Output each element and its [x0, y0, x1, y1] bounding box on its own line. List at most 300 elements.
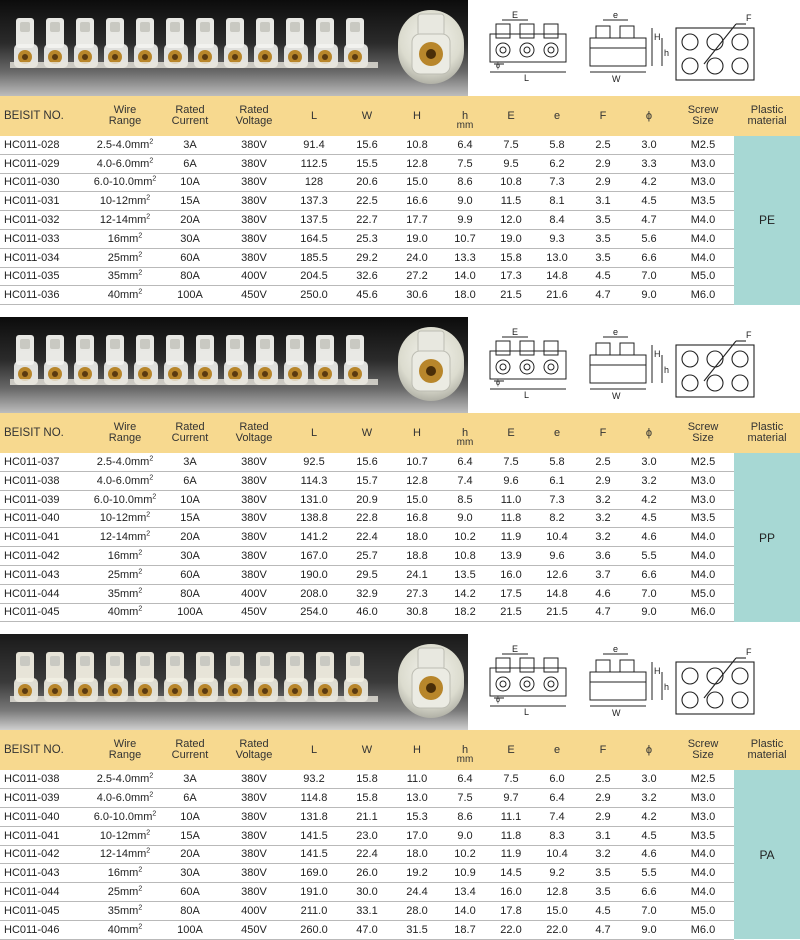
top-view-drawing	[676, 658, 754, 714]
screw-size: M4.0	[672, 211, 734, 230]
rated-current: 6A	[158, 154, 222, 173]
dim-E: 7.5	[488, 453, 534, 471]
dim-h: 8.5	[442, 490, 488, 509]
screw-size: M4.0	[672, 864, 734, 883]
screw-size: M3.0	[672, 173, 734, 192]
superscript: 2	[146, 847, 151, 855]
col-header-W: W	[342, 413, 392, 453]
rated-voltage: 380V	[222, 229, 286, 248]
dim-L: 169.0	[286, 864, 342, 883]
dim-L: 131.0	[286, 490, 342, 509]
svg-text:E: E	[512, 327, 519, 338]
col-header-h: h mm	[442, 96, 488, 136]
dim-W: 32.6	[342, 267, 392, 286]
table-row	[0, 173, 800, 192]
dim-W: 20.9	[342, 490, 392, 509]
superscript: 2	[138, 251, 143, 259]
dim-E: 11.5	[488, 192, 534, 211]
dim-e: 21.5	[534, 603, 580, 622]
spec-table	[0, 96, 800, 305]
table-row	[0, 509, 800, 528]
product-banner	[0, 0, 800, 96]
dim-h: 10.2	[442, 528, 488, 547]
screw-size: M4.0	[672, 547, 734, 566]
rated-current: 6A	[158, 471, 222, 490]
dim-W: 32.9	[342, 584, 392, 603]
table-row	[0, 547, 800, 566]
dim-F: 3.5	[580, 883, 626, 902]
dim-phi: 6.6	[626, 248, 672, 267]
dim-W: 22.8	[342, 509, 392, 528]
rated-current: 20A	[158, 211, 222, 230]
rated-voltage: 380V	[222, 453, 286, 471]
part-number: HC011-031	[0, 192, 92, 211]
table-row	[0, 920, 800, 939]
dim-e: 6.0	[534, 770, 580, 788]
screw-size: M4.0	[672, 248, 734, 267]
col-header-rated-current: Rated Current	[158, 730, 222, 770]
front-view-drawing	[590, 654, 662, 706]
dim-H: 30.6	[392, 286, 442, 305]
wire-range: $40mm^2$	[92, 286, 158, 305]
rated-voltage: 380V	[222, 864, 286, 883]
dim-phi: 3.3	[626, 154, 672, 173]
dim-E: 12.0	[488, 211, 534, 230]
part-number: HC011-033	[0, 229, 92, 248]
dim-F: 2.5	[580, 770, 626, 788]
rated-current: 80A	[158, 267, 222, 286]
dim-E: 11.0	[488, 490, 534, 509]
dim-W: 25.3	[342, 229, 392, 248]
dim-W: 30.0	[342, 883, 392, 902]
table-row	[0, 286, 800, 305]
dim-E: 16.0	[488, 883, 534, 902]
superscript: 2	[152, 493, 157, 500]
dim-phi: 9.0	[626, 603, 672, 622]
col-header-plastic-material: Plastic material	[734, 96, 800, 136]
technical-drawing	[478, 323, 800, 407]
dim-L: 141.5	[286, 845, 342, 864]
dim-L: 204.5	[286, 267, 342, 286]
dim-F: 3.5	[580, 229, 626, 248]
svg-text:E: E	[512, 10, 519, 20]
dim-L: 112.5	[286, 154, 342, 173]
rated-voltage: 380V	[222, 770, 286, 788]
svg-text:ϕ: ϕ	[496, 63, 500, 70]
dim-H: 17.0	[392, 826, 442, 845]
dim-L: 208.0	[286, 584, 342, 603]
terminal-closeup-image	[398, 644, 464, 718]
dim-W: 15.8	[342, 770, 392, 788]
rated-voltage: 450V	[222, 286, 286, 305]
screw-size: M3.0	[672, 471, 734, 490]
rated-voltage: 380V	[222, 807, 286, 826]
rated-voltage: 380V	[222, 826, 286, 845]
wire-range: $25mm^2$	[92, 883, 158, 902]
dim-H: 12.8	[392, 471, 442, 490]
terminal-strip-image	[10, 335, 378, 389]
superscript: 2	[146, 511, 151, 519]
col-header-phi: ϕ	[626, 96, 672, 136]
dim-phi: 5.6	[626, 229, 672, 248]
superscript: 2	[146, 194, 151, 202]
svg-text:h: h	[664, 48, 670, 58]
dim-e: 8.3	[534, 826, 580, 845]
dim-e: 22.0	[534, 920, 580, 939]
product-section-pa	[0, 634, 800, 939]
front-view-drawing	[590, 20, 662, 72]
dim-E: 15.8	[488, 248, 534, 267]
dim-phi: 3.0	[626, 136, 672, 154]
dim-phi: 7.0	[626, 901, 672, 920]
dim-F: 3.6	[580, 547, 626, 566]
svg-text:ϕ: ϕ	[496, 380, 500, 388]
table-row	[0, 453, 800, 471]
product-section-pe	[0, 0, 800, 305]
dim-W: 22.4	[342, 845, 392, 864]
dim-F: 2.9	[580, 173, 626, 192]
svg-text:H: H	[654, 32, 661, 42]
rated-voltage: 380V	[222, 845, 286, 864]
rated-voltage: 380V	[222, 490, 286, 509]
unit-label: mm	[456, 120, 474, 131]
superscript: 2	[146, 213, 151, 221]
rated-current: 20A	[158, 528, 222, 547]
rated-current: 6A	[158, 789, 222, 808]
table-row	[0, 565, 800, 584]
dim-e: 9.3	[534, 229, 580, 248]
superscript: 2	[138, 568, 143, 576]
dim-h: 14.2	[442, 584, 488, 603]
dim-W: 22.4	[342, 528, 392, 547]
dim-L: 138.8	[286, 509, 342, 528]
dim-W: 20.6	[342, 173, 392, 192]
part-number: HC011-032	[0, 211, 92, 230]
rated-current: 100A	[158, 603, 222, 622]
dim-phi: 4.6	[626, 528, 672, 547]
dim-h: 18.2	[442, 603, 488, 622]
table-row	[0, 807, 800, 826]
wire-range: $4.0-6.0mm^2$	[92, 154, 158, 173]
svg-text:F: F	[746, 13, 752, 23]
dim-e: 8.1	[534, 192, 580, 211]
dim-W: 15.5	[342, 154, 392, 173]
dim-E: 17.8	[488, 901, 534, 920]
rated-current: 10A	[158, 807, 222, 826]
dim-phi: 3.0	[626, 770, 672, 788]
dim-E: 11.8	[488, 509, 534, 528]
svg-text:L: L	[524, 390, 530, 401]
dim-H: 10.8	[392, 136, 442, 154]
table-row	[0, 603, 800, 622]
dim-F: 4.7	[580, 920, 626, 939]
dim-L: 91.4	[286, 136, 342, 154]
part-number: HC011-041	[0, 528, 92, 547]
wire-range: $2.5-4.0mm^2$	[92, 136, 158, 154]
screw-size: M4.0	[672, 845, 734, 864]
dim-L: 137.5	[286, 211, 342, 230]
wire-range: $25mm^2$	[92, 565, 158, 584]
svg-text:F: F	[746, 647, 752, 658]
superscript: 2	[152, 810, 157, 818]
dim-h: 10.8	[442, 547, 488, 566]
rated-current: 30A	[158, 229, 222, 248]
part-number: HC011-040	[0, 807, 92, 826]
dim-H: 24.1	[392, 565, 442, 584]
dim-H: 19.2	[392, 864, 442, 883]
svg-text:W: W	[612, 391, 621, 402]
part-number: HC011-044	[0, 883, 92, 902]
dim-F: 4.7	[580, 603, 626, 622]
table-row	[0, 267, 800, 286]
superscript: 2	[138, 904, 143, 912]
dim-H: 12.8	[392, 154, 442, 173]
dim-h: 10.7	[442, 229, 488, 248]
dim-h: 6.4	[442, 136, 488, 154]
rated-current: 100A	[158, 920, 222, 939]
dim-F: 3.5	[580, 248, 626, 267]
wire-range: $12-14mm^2$	[92, 528, 158, 547]
wire-range: $2.5-4.0mm^2$	[92, 453, 158, 471]
rated-voltage: 380V	[222, 883, 286, 902]
dim-e: 6.1	[534, 471, 580, 490]
part-number: HC011-028	[0, 136, 92, 154]
dim-F: 2.9	[580, 807, 626, 826]
dim-L: 211.0	[286, 901, 342, 920]
dim-W: 33.1	[342, 901, 392, 920]
section-gap	[0, 622, 800, 634]
table-row	[0, 136, 800, 154]
dim-E: 9.5	[488, 154, 534, 173]
dim-L: 191.0	[286, 883, 342, 902]
dim-e: 8.4	[534, 211, 580, 230]
part-number: HC011-045	[0, 901, 92, 920]
dim-H: 24.4	[392, 883, 442, 902]
dim-E: 13.9	[488, 547, 534, 566]
dim-h: 6.4	[442, 770, 488, 788]
dim-E: 10.8	[488, 173, 534, 192]
superscript: 2	[149, 791, 154, 799]
dim-H: 30.8	[392, 603, 442, 622]
col-header-wire-range: Wire Range	[92, 413, 158, 453]
svg-text:h: h	[664, 365, 670, 376]
dim-e: 7.4	[534, 807, 580, 826]
dim-H: 27.3	[392, 584, 442, 603]
screw-size: M4.0	[672, 528, 734, 547]
col-header-beisit-no: BEISIT NO.	[0, 96, 92, 136]
screw-size: M5.0	[672, 901, 734, 920]
dim-F: 3.1	[580, 826, 626, 845]
dim-h: 13.4	[442, 883, 488, 902]
table-row	[0, 826, 800, 845]
part-number: HC011-039	[0, 490, 92, 509]
dim-E: 22.0	[488, 920, 534, 939]
dim-e: 6.4	[534, 789, 580, 808]
superscript: 2	[152, 175, 157, 183]
dim-F: 3.2	[580, 528, 626, 547]
part-number: HC011-045	[0, 603, 92, 622]
dim-e: 6.2	[534, 154, 580, 173]
dim-H: 15.0	[392, 490, 442, 509]
rated-voltage: 380V	[222, 789, 286, 808]
side-view-drawing	[490, 654, 566, 706]
svg-text:L: L	[524, 707, 530, 718]
dim-L: 93.2	[286, 770, 342, 788]
rated-current: 15A	[158, 826, 222, 845]
col-header-screw-size: Screw Size	[672, 413, 734, 453]
dim-h: 18.7	[442, 920, 488, 939]
screw-size: M3.5	[672, 826, 734, 845]
terminal-strip-image	[10, 652, 378, 706]
table-row	[0, 789, 800, 808]
dim-F: 2.9	[580, 471, 626, 490]
dim-e: 10.4	[534, 528, 580, 547]
screw-size: M2.5	[672, 136, 734, 154]
svg-text:h: h	[664, 682, 670, 693]
col-header-plastic-material: Plastic material	[734, 413, 800, 453]
wire-range: $6.0-10.0mm^2$	[92, 807, 158, 826]
dim-F: 2.9	[580, 154, 626, 173]
dim-h: 14.0	[442, 901, 488, 920]
table-row	[0, 845, 800, 864]
dim-F: 4.6	[580, 584, 626, 603]
rated-voltage: 380V	[222, 509, 286, 528]
plastic-material-cell: PE	[734, 136, 800, 305]
col-header-h: h mm	[442, 730, 488, 770]
dim-F: 3.2	[580, 509, 626, 528]
dim-e: 5.8	[534, 453, 580, 471]
superscript: 2	[138, 866, 143, 874]
screw-size: M3.0	[672, 807, 734, 826]
table-row	[0, 770, 800, 788]
wire-range: $6.0-10.0mm^2$	[92, 490, 158, 509]
table-row	[0, 584, 800, 603]
part-number: HC011-046	[0, 920, 92, 939]
col-header-e: e	[534, 413, 580, 453]
col-header-phi: ϕ	[626, 730, 672, 770]
dim-E: 9.7	[488, 789, 534, 808]
superscript: 2	[146, 828, 151, 836]
rated-voltage: 450V	[222, 603, 286, 622]
terminal-strip-photo	[0, 317, 468, 413]
col-header-phi: ϕ	[626, 413, 672, 453]
rated-current: 30A	[158, 547, 222, 566]
dim-h: 18.0	[442, 286, 488, 305]
dim-L: 185.5	[286, 248, 342, 267]
wire-range: $12-14mm^2$	[92, 211, 158, 230]
rated-current: 80A	[158, 584, 222, 603]
part-number: HC011-040	[0, 509, 92, 528]
dim-phi: 5.5	[626, 864, 672, 883]
dim-phi: 9.0	[626, 286, 672, 305]
dim-phi: 4.2	[626, 173, 672, 192]
dim-W: 15.8	[342, 789, 392, 808]
table-row	[0, 229, 800, 248]
wire-range: $35mm^2$	[92, 267, 158, 286]
front-view-drawing	[590, 337, 662, 389]
dim-F: 2.5	[580, 136, 626, 154]
col-header-E: E	[488, 96, 534, 136]
dim-E: 11.9	[488, 845, 534, 864]
svg-text:ϕ: ϕ	[496, 697, 500, 705]
rated-voltage: 400V	[222, 901, 286, 920]
part-number: HC011-042	[0, 845, 92, 864]
dim-E: 9.6	[488, 471, 534, 490]
dim-L: 92.5	[286, 453, 342, 471]
dim-W: 15.6	[342, 453, 392, 471]
spec-table	[0, 413, 800, 622]
dim-phi: 6.6	[626, 565, 672, 584]
dim-h: 10.9	[442, 864, 488, 883]
screw-size: M5.0	[672, 584, 734, 603]
dim-phi: 4.7	[626, 211, 672, 230]
top-view-drawing	[676, 24, 754, 80]
dim-W: 15.6	[342, 136, 392, 154]
superscript: 2	[138, 269, 143, 277]
dim-e: 7.3	[534, 490, 580, 509]
svg-text:e: e	[613, 10, 619, 20]
wire-range: $12-14mm^2$	[92, 845, 158, 864]
dim-E: 19.0	[488, 229, 534, 248]
dim-L: 137.3	[286, 192, 342, 211]
rated-voltage: 380V	[222, 136, 286, 154]
table-row	[0, 192, 800, 211]
dim-W: 21.1	[342, 807, 392, 826]
dim-H: 16.6	[392, 192, 442, 211]
part-number: HC011-039	[0, 789, 92, 808]
table-header-row	[0, 96, 800, 136]
col-header-L: L	[286, 96, 342, 136]
part-number: HC011-037	[0, 453, 92, 471]
dim-E: 7.5	[488, 136, 534, 154]
dim-F: 4.5	[580, 901, 626, 920]
col-header-H: H	[392, 96, 442, 136]
product-banner	[0, 317, 800, 413]
dim-h: 8.6	[442, 173, 488, 192]
rated-current: 20A	[158, 845, 222, 864]
dim-phi: 3.2	[626, 789, 672, 808]
part-number: HC011-035	[0, 267, 92, 286]
dim-h: 13.3	[442, 248, 488, 267]
dim-H: 11.0	[392, 770, 442, 788]
rated-voltage: 380V	[222, 565, 286, 584]
screw-size: M2.5	[672, 453, 734, 471]
dim-H: 16.8	[392, 509, 442, 528]
part-number: HC011-042	[0, 547, 92, 566]
dim-phi: 4.2	[626, 490, 672, 509]
rated-voltage: 380V	[222, 248, 286, 267]
rated-current: 60A	[158, 565, 222, 584]
dim-h: 7.5	[442, 789, 488, 808]
svg-text:E: E	[512, 644, 519, 655]
dim-phi: 4.2	[626, 807, 672, 826]
dim-H: 31.5	[392, 920, 442, 939]
dim-phi: 4.6	[626, 845, 672, 864]
part-number: HC011-043	[0, 565, 92, 584]
dim-W: 23.0	[342, 826, 392, 845]
dim-L: 250.0	[286, 286, 342, 305]
dim-F: 3.7	[580, 565, 626, 584]
rated-voltage: 400V	[222, 584, 286, 603]
plastic-material-cell: PA	[734, 770, 800, 939]
svg-text:L: L	[524, 73, 530, 83]
part-number: HC011-044	[0, 584, 92, 603]
col-header-beisit-no: BEISIT NO.	[0, 413, 92, 453]
dim-L: 254.0	[286, 603, 342, 622]
dim-L: 114.8	[286, 789, 342, 808]
rated-voltage: 380V	[222, 173, 286, 192]
svg-text:e: e	[613, 327, 619, 338]
